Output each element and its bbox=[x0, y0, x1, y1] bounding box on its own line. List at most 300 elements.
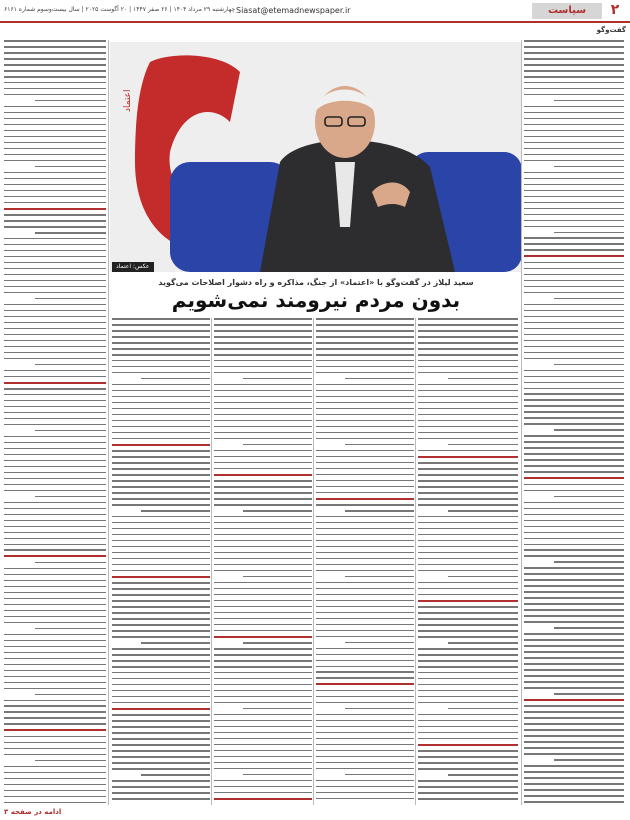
text-line bbox=[214, 768, 312, 770]
text-line bbox=[141, 510, 210, 512]
text-line bbox=[316, 732, 414, 734]
text-line bbox=[243, 708, 312, 710]
text-line bbox=[524, 190, 624, 192]
page-number: ۲ bbox=[610, 2, 620, 18]
text-line bbox=[418, 648, 518, 650]
text-line bbox=[524, 615, 624, 617]
text-line bbox=[112, 534, 210, 536]
text-line bbox=[554, 298, 624, 300]
text-line bbox=[316, 432, 414, 434]
text-line bbox=[554, 561, 624, 563]
text-line bbox=[524, 243, 624, 245]
text-line bbox=[112, 390, 210, 392]
text-line bbox=[112, 516, 210, 518]
text-line bbox=[316, 606, 414, 608]
text-line bbox=[418, 558, 518, 560]
text-line bbox=[316, 342, 414, 344]
text-line bbox=[214, 798, 312, 800]
text-line bbox=[524, 82, 624, 84]
text-line bbox=[4, 160, 106, 162]
text-line bbox=[524, 202, 624, 204]
text-line bbox=[4, 544, 106, 546]
text-line bbox=[112, 708, 210, 710]
text-line bbox=[524, 352, 624, 354]
text-line bbox=[4, 184, 106, 186]
text-line bbox=[214, 780, 312, 782]
text-line bbox=[4, 52, 106, 54]
text-line bbox=[418, 420, 518, 422]
text-line bbox=[112, 354, 210, 356]
text-line bbox=[316, 762, 414, 764]
text-line bbox=[316, 372, 414, 374]
text-line bbox=[345, 444, 414, 446]
text-line bbox=[524, 358, 624, 360]
text-line bbox=[214, 660, 312, 662]
text-line bbox=[524, 435, 624, 437]
text-line bbox=[418, 720, 518, 722]
text-line bbox=[4, 382, 106, 384]
text-line bbox=[141, 642, 210, 644]
text-line bbox=[316, 618, 414, 620]
text-line bbox=[4, 748, 106, 750]
article-tag: گفت‌وگو bbox=[596, 26, 626, 34]
text-line bbox=[112, 768, 210, 770]
text-line bbox=[112, 486, 210, 488]
text-line bbox=[524, 94, 624, 96]
text-line bbox=[418, 552, 518, 554]
text-line bbox=[112, 396, 210, 398]
text-line bbox=[214, 636, 312, 638]
text-line bbox=[448, 774, 518, 776]
text-line bbox=[316, 683, 414, 685]
text-line bbox=[316, 450, 414, 452]
text-line bbox=[214, 672, 312, 674]
text-line bbox=[4, 646, 106, 648]
text-line bbox=[214, 792, 312, 794]
text-line bbox=[4, 394, 106, 396]
text-line bbox=[524, 459, 624, 461]
text-line bbox=[4, 676, 106, 678]
text-line bbox=[524, 651, 624, 653]
text-line bbox=[4, 370, 106, 372]
text-line bbox=[418, 678, 518, 680]
text-line bbox=[418, 480, 518, 482]
text-line bbox=[524, 370, 624, 372]
column-divider bbox=[313, 318, 314, 805]
dateline: چهارشنبه ۲۹ مرداد ۱۴۰۴ | ۲۶ صفر ۱۴۴۷ | ۲۰ آگوست ۲۰۲۵ | سال بیست‌وسوم شماره ۶۱۶۱ bbox=[4, 6, 236, 13]
text-line bbox=[345, 510, 414, 512]
text-line bbox=[4, 705, 106, 707]
text-line bbox=[316, 438, 414, 440]
text-line bbox=[418, 618, 518, 620]
text-column-right bbox=[524, 40, 624, 805]
text-line bbox=[35, 496, 106, 498]
text-line bbox=[112, 456, 210, 458]
text-line bbox=[316, 798, 414, 800]
text-line bbox=[4, 436, 106, 438]
text-column-1 bbox=[418, 318, 518, 805]
text-line bbox=[214, 726, 312, 728]
text-line bbox=[418, 546, 518, 548]
text-line bbox=[112, 402, 210, 404]
text-line bbox=[524, 64, 624, 66]
text-line bbox=[554, 693, 624, 695]
text-line bbox=[214, 330, 312, 332]
text-line bbox=[214, 528, 312, 530]
text-line bbox=[524, 453, 624, 455]
text-line bbox=[112, 360, 210, 362]
text-line bbox=[112, 738, 210, 740]
text-line bbox=[418, 486, 518, 488]
text-line bbox=[524, 196, 624, 198]
text-line bbox=[112, 324, 210, 326]
text-line bbox=[4, 310, 106, 312]
text-line bbox=[345, 378, 414, 380]
text-line bbox=[4, 412, 106, 414]
continuation-note: ادامه در صفحه ۳ bbox=[4, 808, 62, 816]
text-line bbox=[524, 597, 624, 599]
text-line bbox=[418, 750, 518, 752]
text-line bbox=[4, 466, 106, 468]
text-line bbox=[112, 372, 210, 374]
text-line bbox=[524, 214, 624, 216]
section-email: Siasat@etemadnewspaper.ir bbox=[236, 6, 351, 15]
text-line bbox=[112, 408, 210, 410]
text-line bbox=[214, 618, 312, 620]
text-line bbox=[524, 657, 624, 659]
text-line bbox=[524, 753, 624, 755]
text-line bbox=[4, 448, 106, 450]
text-line bbox=[524, 549, 624, 551]
text-line bbox=[112, 336, 210, 338]
text-line bbox=[4, 460, 106, 462]
text-line bbox=[524, 46, 624, 48]
text-line bbox=[4, 772, 106, 774]
text-line bbox=[554, 364, 624, 366]
text-line bbox=[4, 316, 106, 318]
text-line bbox=[524, 106, 624, 108]
text-line bbox=[316, 456, 414, 458]
text-line bbox=[418, 756, 518, 758]
text-line bbox=[418, 630, 518, 632]
text-line bbox=[35, 694, 106, 696]
text-line bbox=[524, 514, 624, 516]
text-line bbox=[524, 160, 624, 162]
text-line bbox=[524, 249, 624, 251]
text-line bbox=[418, 402, 518, 404]
text-line bbox=[524, 304, 624, 306]
text-line bbox=[112, 318, 210, 320]
text-line bbox=[316, 426, 414, 428]
text-line bbox=[418, 324, 518, 326]
text-line bbox=[418, 516, 518, 518]
text-line bbox=[418, 540, 518, 542]
text-line bbox=[524, 286, 624, 288]
text-line bbox=[524, 136, 624, 138]
text-line bbox=[4, 202, 106, 204]
text-line bbox=[4, 640, 106, 642]
text-line bbox=[4, 304, 106, 306]
text-line bbox=[4, 442, 106, 444]
text-line bbox=[4, 328, 106, 330]
text-line bbox=[4, 124, 106, 126]
text-line bbox=[112, 438, 210, 440]
text-line bbox=[524, 544, 624, 546]
column-divider bbox=[521, 40, 522, 805]
text-line bbox=[4, 424, 106, 426]
text-line bbox=[524, 274, 624, 276]
text-column-left bbox=[4, 40, 106, 805]
text-line bbox=[4, 190, 106, 192]
text-line bbox=[112, 330, 210, 332]
text-line bbox=[316, 792, 414, 794]
text-line bbox=[524, 148, 624, 150]
text-line bbox=[418, 528, 518, 530]
text-line bbox=[554, 429, 624, 431]
text-line bbox=[214, 462, 312, 464]
text-line bbox=[4, 334, 106, 336]
text-line bbox=[4, 484, 106, 486]
text-line bbox=[4, 406, 106, 408]
text-line bbox=[524, 484, 624, 486]
text-line bbox=[418, 534, 518, 536]
text-line bbox=[214, 342, 312, 344]
text-line bbox=[4, 538, 106, 540]
text-line bbox=[524, 801, 624, 803]
text-line bbox=[524, 609, 624, 611]
text-line bbox=[524, 208, 624, 210]
text-line bbox=[112, 732, 210, 734]
text-line bbox=[316, 600, 414, 602]
text-line bbox=[4, 796, 106, 798]
text-line bbox=[112, 696, 210, 698]
text-line bbox=[418, 624, 518, 626]
text-line bbox=[418, 504, 518, 506]
text-line bbox=[214, 426, 312, 428]
text-line bbox=[524, 711, 624, 713]
text-line bbox=[418, 702, 518, 704]
text-line bbox=[524, 118, 624, 120]
text-line bbox=[316, 690, 414, 692]
text-line bbox=[112, 750, 210, 752]
text-line bbox=[418, 660, 518, 662]
text-line bbox=[418, 714, 518, 716]
text-line bbox=[112, 420, 210, 422]
text-line bbox=[214, 594, 312, 596]
text-line bbox=[524, 376, 624, 378]
text-line bbox=[418, 450, 518, 452]
text-line bbox=[316, 498, 414, 500]
text-line bbox=[4, 454, 106, 456]
text-line bbox=[345, 774, 414, 776]
text-line bbox=[214, 324, 312, 326]
text-line bbox=[112, 720, 210, 722]
text-line bbox=[418, 654, 518, 656]
text-line bbox=[524, 573, 624, 575]
text-line bbox=[524, 447, 624, 449]
text-line bbox=[554, 100, 624, 102]
text-line bbox=[418, 666, 518, 668]
text-line bbox=[4, 94, 106, 96]
text-line bbox=[214, 654, 312, 656]
text-line bbox=[418, 606, 518, 608]
text-line bbox=[524, 262, 624, 264]
text-line bbox=[524, 777, 624, 779]
text-line bbox=[316, 654, 414, 656]
text-line bbox=[316, 564, 414, 566]
text-line bbox=[4, 226, 106, 228]
text-line bbox=[214, 438, 312, 440]
text-line bbox=[418, 492, 518, 494]
text-line bbox=[112, 612, 210, 614]
text-line bbox=[316, 468, 414, 470]
text-line bbox=[4, 736, 106, 738]
text-line bbox=[524, 502, 624, 504]
text-line bbox=[214, 432, 312, 434]
text-line bbox=[418, 732, 518, 734]
text-line bbox=[112, 786, 210, 788]
text-line bbox=[214, 756, 312, 758]
text-line bbox=[524, 292, 624, 294]
text-line bbox=[4, 592, 106, 594]
section-label: سیاست bbox=[532, 3, 602, 19]
text-line bbox=[214, 516, 312, 518]
text-line bbox=[524, 705, 624, 707]
text-line bbox=[4, 322, 106, 324]
text-line bbox=[524, 771, 624, 773]
text-line bbox=[316, 648, 414, 650]
text-line bbox=[524, 723, 624, 725]
text-line bbox=[4, 256, 106, 258]
text-line bbox=[524, 52, 624, 54]
text-line bbox=[112, 654, 210, 656]
text-line bbox=[418, 612, 518, 614]
text-line bbox=[418, 744, 518, 746]
text-line bbox=[112, 426, 210, 428]
text-line bbox=[35, 298, 106, 300]
text-line bbox=[214, 336, 312, 338]
text-line bbox=[214, 684, 312, 686]
text-line bbox=[524, 255, 624, 257]
text-line bbox=[4, 388, 106, 390]
text-line bbox=[524, 280, 624, 282]
text-line bbox=[112, 588, 210, 590]
text-line bbox=[4, 58, 106, 60]
text-line bbox=[214, 348, 312, 350]
text-line bbox=[112, 648, 210, 650]
text-line bbox=[345, 576, 414, 578]
text-line bbox=[112, 558, 210, 560]
text-line bbox=[524, 538, 624, 540]
text-line bbox=[112, 636, 210, 638]
text-line bbox=[524, 382, 624, 384]
text-line bbox=[4, 586, 106, 588]
text-line bbox=[214, 564, 312, 566]
text-line bbox=[448, 708, 518, 710]
text-line bbox=[524, 508, 624, 510]
text-line bbox=[316, 702, 414, 704]
text-line bbox=[524, 795, 624, 797]
text-line bbox=[316, 552, 414, 554]
text-line bbox=[524, 663, 624, 665]
text-line bbox=[214, 360, 312, 362]
text-line bbox=[316, 534, 414, 536]
text-line bbox=[214, 762, 312, 764]
text-line bbox=[214, 522, 312, 524]
text-line bbox=[316, 750, 414, 752]
logo-text: اعتماد bbox=[123, 89, 133, 112]
text-line bbox=[4, 478, 106, 480]
text-line bbox=[4, 400, 106, 402]
text-line bbox=[4, 136, 106, 138]
photo-caption: عکس: اعتماد bbox=[112, 262, 154, 272]
text-line bbox=[214, 582, 312, 584]
text-line bbox=[214, 606, 312, 608]
text-line bbox=[214, 402, 312, 404]
text-line bbox=[524, 555, 624, 557]
text-line bbox=[4, 526, 106, 528]
text-line bbox=[316, 636, 414, 638]
text-line bbox=[112, 414, 210, 416]
text-line bbox=[214, 720, 312, 722]
text-line bbox=[316, 348, 414, 350]
text-line bbox=[418, 738, 518, 740]
text-line bbox=[418, 342, 518, 344]
text-line bbox=[524, 747, 624, 749]
text-line bbox=[214, 732, 312, 734]
text-line bbox=[214, 588, 312, 590]
text-line bbox=[316, 480, 414, 482]
text-line bbox=[243, 444, 312, 446]
text-line bbox=[316, 402, 414, 404]
text-line bbox=[112, 756, 210, 758]
text-line bbox=[554, 496, 624, 498]
text-line bbox=[35, 760, 106, 762]
text-line bbox=[4, 802, 106, 804]
text-line bbox=[112, 504, 210, 506]
text-line bbox=[4, 70, 106, 72]
article-subheadline: سعید لیلاز در گفت‌وگو با «اعتماد» از جنگ، مذاکره و راه دشوار اصلاحات می‌گوید bbox=[158, 278, 474, 287]
text-line bbox=[316, 486, 414, 488]
text-line bbox=[112, 702, 210, 704]
text-line bbox=[214, 354, 312, 356]
text-line bbox=[4, 514, 106, 516]
text-line bbox=[4, 610, 106, 612]
text-line bbox=[112, 576, 210, 578]
text-line bbox=[554, 166, 624, 168]
text-line bbox=[418, 318, 518, 320]
text-line bbox=[35, 232, 106, 234]
text-line bbox=[4, 616, 106, 618]
text-line bbox=[418, 792, 518, 794]
text-line bbox=[316, 516, 414, 518]
text-line bbox=[554, 232, 624, 234]
text-line bbox=[524, 40, 624, 42]
text-line bbox=[214, 696, 312, 698]
text-line bbox=[112, 780, 210, 782]
text-line bbox=[112, 432, 210, 434]
text-line bbox=[418, 432, 518, 434]
text-line bbox=[214, 678, 312, 680]
text-line bbox=[418, 726, 518, 728]
text-line bbox=[214, 738, 312, 740]
text-line bbox=[418, 684, 518, 686]
text-line bbox=[4, 754, 106, 756]
text-line bbox=[524, 316, 624, 318]
text-line bbox=[112, 540, 210, 542]
text-line bbox=[4, 64, 106, 66]
text-line bbox=[112, 726, 210, 728]
